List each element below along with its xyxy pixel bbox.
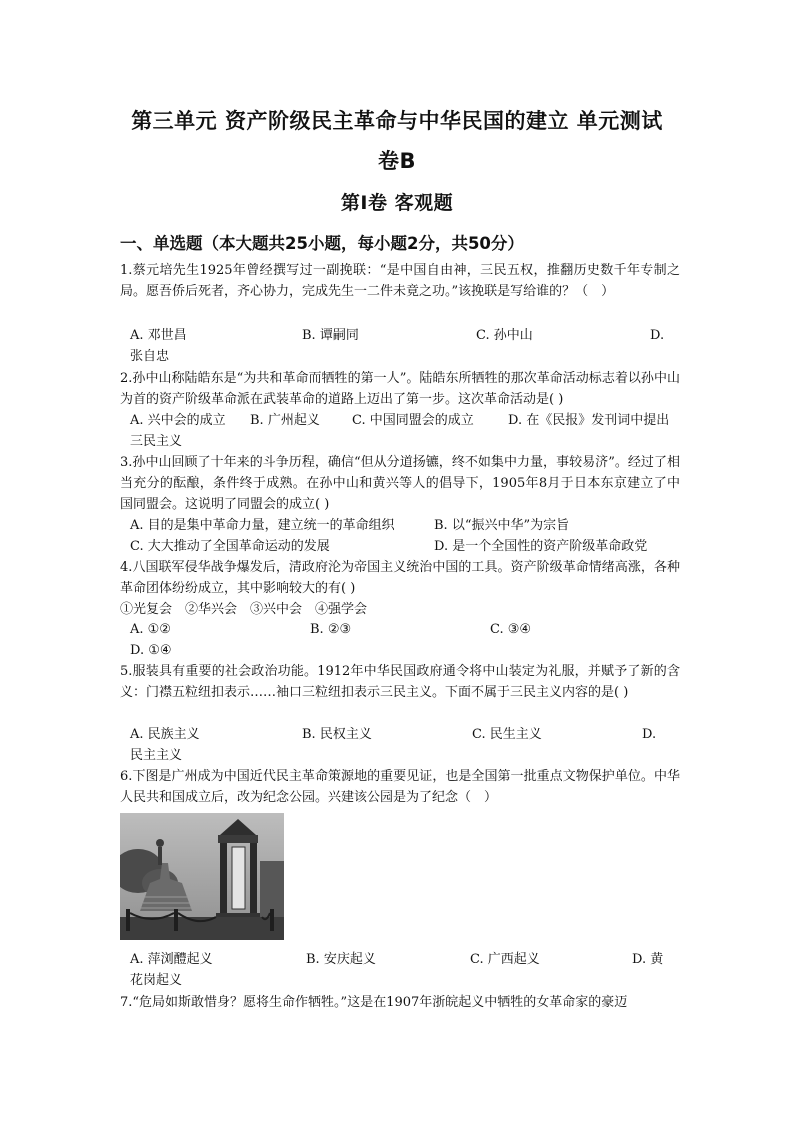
document-title: 第三单元 资产阶级民主革命与中华民国的建立 单元测试 [131,109,663,133]
question-1-stem: 1.蔡元培先生1925年曾经撰写过一副挽联：“是中国自由神，三民五权，推翻历史数千年专制之局。愿吾侨后死者，齐心协力，完成先生一二件未竟之功。”该挽联是写给谁的？（ ） [120,263,680,299]
option[interactable]: A. 萍浏醴起义 [130,952,213,967]
option[interactable]: B. 以“振兴中华”为宗旨 [434,518,570,533]
option[interactable]: A. ①② [130,622,171,637]
memorial-park-photo [120,813,284,940]
question-4-option-wrap[interactable]: D. ①④ [130,643,172,658]
option[interactable]: C. 大大推动了全国革命运动的发展 [130,539,330,554]
option[interactable]: D. 在《民报》发刊词中提出 [508,413,670,428]
option[interactable]: C. 民生主义 [472,727,542,742]
option[interactable]: C. 中国同盟会的成立 [352,413,474,428]
question-4-items: ①光复会 ②华兴会 ③兴中会 ④强学会 [120,602,368,617]
option[interactable]: B. 民权主义 [302,727,372,742]
question-1-option-wrap: 张自忠 [130,349,170,364]
volume-title: 第Ⅰ卷 客观题 [340,192,454,214]
question-1-options [130,325,670,346]
question-6-options [130,949,670,970]
option[interactable]: C. ③④ [490,622,532,637]
option[interactable]: D. [642,727,657,742]
option[interactable]: D. [650,328,665,343]
option[interactable]: C. 孙中山 [476,328,533,343]
question-2-options [130,410,670,431]
question-5-option-wrap: 民主主义 [130,748,183,763]
question-2-stem: 2.孙中山称陆皓东是“为共和革命而牺牲的第一人”。陆皓东所牺牲的那次革命活动标志着以孙中山为首的资产阶级革命派在武装革命的道路上迈出了第一步。这次革命活动是( ) [120,371,680,407]
question-4-stem: 4.八国联军侵华战争爆发后，清政府沦为帝国主义统治中国的工具。资产阶级革命情绪高涨，各种革命团体纷纷成立，其中影响较大的有( ) [120,560,680,596]
question-5-options [130,724,670,745]
option[interactable]: A. 邓世昌 [130,328,187,343]
option[interactable]: D. 是一个全国性的资产阶级革命政党 [434,539,648,554]
question-3-options-row1 [130,515,670,536]
option[interactable]: B. ②③ [310,622,352,637]
option[interactable]: A. 兴中会的成立 [130,413,226,428]
question-2-option-wrap: 三民主义 [130,434,183,449]
question-4-options [130,619,670,640]
option[interactable]: B. 广州起义 [250,413,320,428]
option[interactable]: C. 广西起义 [470,952,540,967]
question-3-stem: 3.孙中山回顾了十年来的斗争历程，确信“但从分道扬镳，终不如集中力量，事较易济”。经过了相当充分的酝酿，条件终于成熟。在孙中山和黄兴等人的倡导下，1905年8月于日本东京建立了中国同盟会。这说明了同盟会的成立( ) [120,455,680,512]
question-6-stem: 6.下图是广州成为中国近代民主革命策源地的重要见证，也是全国第一批重点文物保护单位。中华人民共和国成立后，改为纪念公园。兴建该公园是为了纪念（ ） [120,769,680,805]
option[interactable]: A. 民族主义 [130,727,200,742]
option[interactable]: D. 黄 [632,952,664,967]
question-7-stem: 7.“危局如斯敢惜身？愿将生命作牺牲。”这是在1907年浙皖起义中牺牲的女革命家的豪迈 [120,995,628,1010]
question-3-options-row2 [130,536,670,557]
document-title-line2: 卷B [377,149,416,173]
option[interactable]: B. 谭嗣同 [302,328,359,343]
option[interactable]: B. 安庆起义 [306,952,376,967]
option[interactable]: A. 目的是集中革命力量，建立统一的革命组织 [130,518,395,533]
section-title: 一、单选题（本大题共25小题，每小题2分，共50分） [120,234,524,253]
question-6-option-wrap: 花岗起义 [130,973,183,988]
question-5-stem: 5.服装具有重要的社会政治功能。1912年中华民国政府通令将中山装定为礼服，并赋予了新的含义：门襟五粒纽扣表示……袖口三粒纽扣表示三民主义。下面不属于三民主义内容的是( ) [120,664,680,700]
